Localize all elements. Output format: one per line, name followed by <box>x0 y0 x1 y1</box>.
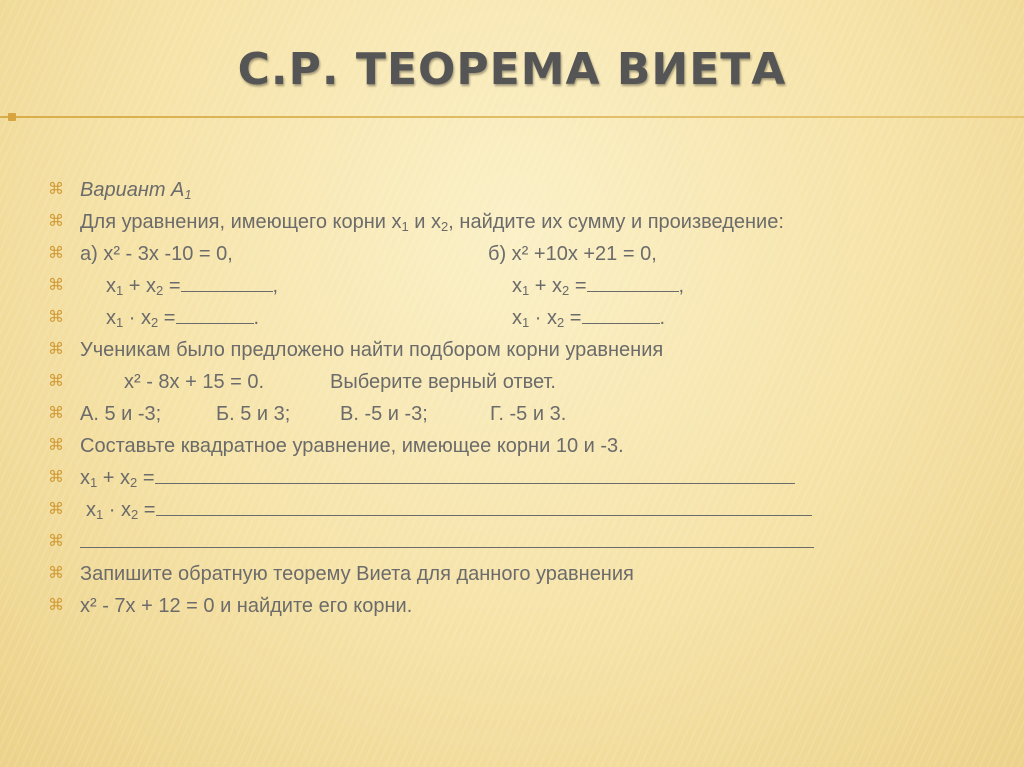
answer-blank[interactable] <box>587 271 679 292</box>
option-b[interactable]: Б. 5 и 3; <box>216 403 291 425</box>
bullet-icon: ⌘ <box>48 213 64 230</box>
sum-b: $х_1 + х_2$ = , <box>512 270 684 307</box>
equation-a: а) х² - 3х -10 = 0, <box>80 243 233 265</box>
answer-blank[interactable] <box>181 271 273 292</box>
variant-label: Вариант $А_1$ <box>80 179 192 202</box>
task3-equation-line <box>80 526 814 558</box>
bullet-icon: ⌘ <box>48 245 64 262</box>
list-item <box>48 526 988 558</box>
task-list <box>48 174 988 622</box>
option-d[interactable]: Г. -5 и 3. <box>490 403 567 425</box>
page-title: С.Р. ТЕОРЕМА ВИЕТА <box>237 44 787 95</box>
bullet-icon: ⌘ <box>48 533 64 550</box>
bullet-icon: ⌘ <box>48 277 64 294</box>
task1-text: Для уравнения, имеющего корни $х_1$ и $х_2$, найдите их сумму и произведение: <box>80 211 784 234</box>
title-divider <box>0 116 1024 118</box>
task2-text: Ученикам было предложено найти подбором корни уравнения <box>80 339 664 361</box>
bullet-icon: ⌘ <box>48 597 64 614</box>
list-item <box>48 590 988 622</box>
bullet-icon: ⌘ <box>48 341 64 358</box>
bullet-icon: ⌘ <box>48 565 64 582</box>
task2-equation: х² - 8х + 15 = 0. <box>124 371 265 393</box>
answer-blank[interactable] <box>156 495 812 516</box>
bullet-icon: ⌘ <box>48 501 64 518</box>
list-item <box>48 398 988 430</box>
bullet-icon: ⌘ <box>48 373 64 390</box>
list-item <box>48 302 988 334</box>
product-b: $х_1 \cdot х_2$ = . <box>512 302 665 339</box>
option-c[interactable]: В. -5 и -3; <box>340 403 428 425</box>
option-a[interactable]: А. 5 и -3; <box>80 403 162 425</box>
list-item <box>48 174 988 206</box>
divider-marker <box>8 113 16 121</box>
list-item <box>48 494 988 526</box>
list-item <box>48 206 988 238</box>
list-item <box>48 430 988 462</box>
task3-product: $х_1 \cdot х_2$ = <box>86 494 812 531</box>
task2-instruction: Выберите верный ответ. <box>330 371 556 393</box>
list-item <box>48 558 988 590</box>
equation-b: б) х² +10х +21 = 0, <box>488 243 657 265</box>
answer-blank[interactable] <box>155 463 795 484</box>
list-item <box>48 238 988 270</box>
bullet-icon: ⌘ <box>48 405 64 422</box>
list-item <box>48 366 988 398</box>
product-a: $х_1 \cdot х_2$ = . <box>106 302 259 339</box>
answer-blank[interactable] <box>582 303 660 324</box>
answer-blank[interactable] <box>176 303 254 324</box>
answer-blank[interactable] <box>80 527 814 548</box>
task3-text: Составьте квадратное уравнение, имеющее корни 10 и -3. <box>80 435 624 457</box>
sum-a: $х_1 + х_2$ = , <box>106 270 278 307</box>
list-item <box>48 270 988 302</box>
task3-sum: $х_1 + х_2$ = <box>80 462 795 499</box>
bullet-icon: ⌘ <box>48 181 64 198</box>
list-item <box>48 462 988 494</box>
bullet-icon: ⌘ <box>48 437 64 454</box>
task4-equation: х² - 7х + 12 = 0 и найдите его корни. <box>80 595 413 617</box>
list-item <box>48 334 988 366</box>
bullet-icon: ⌘ <box>48 469 64 486</box>
task4-text: Запишите обратную теорему Виета для данного уравнения <box>80 563 634 585</box>
bullet-icon: ⌘ <box>48 309 64 326</box>
